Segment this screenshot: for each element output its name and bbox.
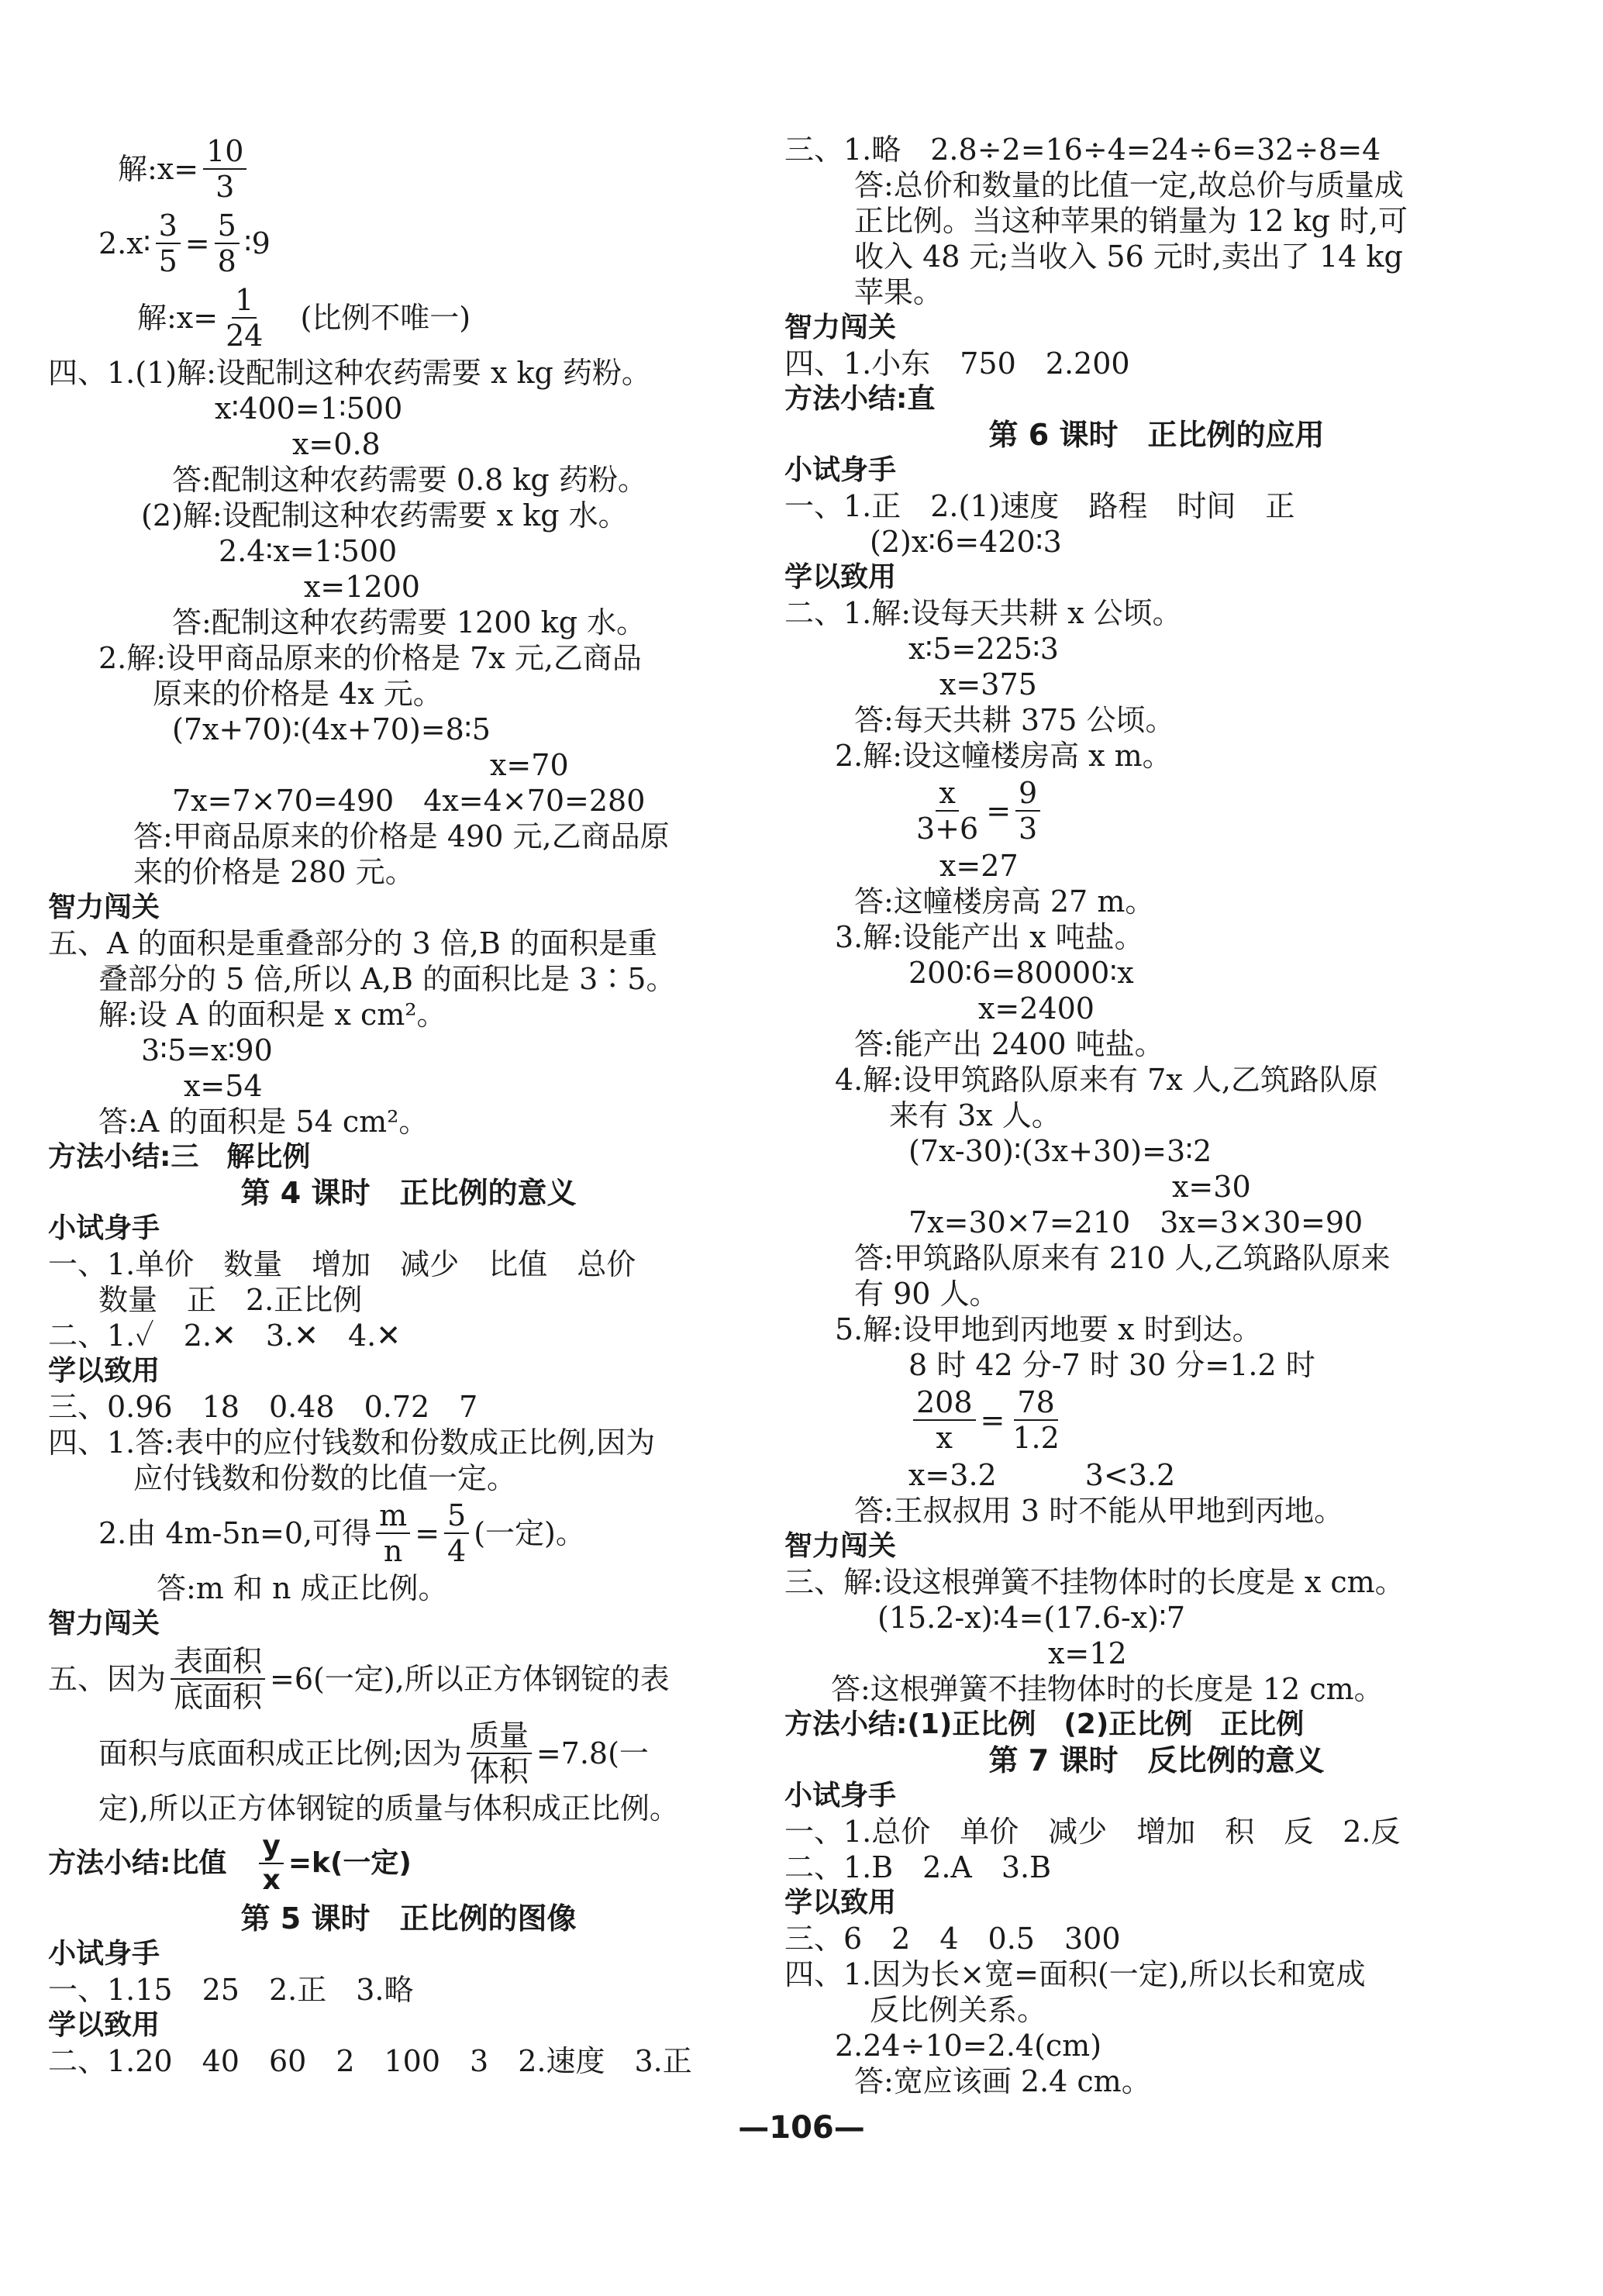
fraction [913, 776, 981, 846]
answer-line: 有 90 人。 [854, 1277, 999, 1311]
fraction-denominator: 底面积 [174, 1680, 263, 1714]
section-title: 第 4 课时 正比例的意义 [240, 1176, 577, 1210]
line-text: 方法小结:比值 [48, 1847, 255, 1879]
answer-line: x=0.8 [292, 427, 381, 461]
answer-line: x=27 [939, 849, 1019, 883]
answer-line: (2)解:设配制这种农药需要 x kg 水。 [141, 498, 628, 533]
section-header [48, 1826, 769, 1901]
fraction-denominator: 3 [215, 170, 235, 204]
fraction-numerator: y [259, 1832, 283, 1864]
answer-line: x=30 [1172, 1170, 1251, 1204]
section-header: 方法小结:三 解比例 [48, 1141, 311, 1173]
answer-line [48, 1496, 769, 1570]
answer-line: 来有 3x 人。 [889, 1098, 1061, 1132]
section-header: 学以致用 [48, 2009, 160, 2041]
section-header: 小试身手 [48, 1212, 160, 1244]
answer-line: (2)x∶6=420∶3 [870, 525, 1062, 559]
answer-line: 叠部分的 5 倍,所以 A,B 的面积比是 3∶5。 [98, 962, 676, 996]
answer-line: 应付钱数和份数的比值一定。 [133, 1461, 517, 1495]
fraction [171, 1646, 265, 1712]
answer-line: 反比例关系。 [870, 1993, 1047, 2027]
fraction-numerator: 3 [156, 211, 181, 244]
fraction-denominator: x [262, 1864, 281, 1896]
fraction-numerator: 10 [203, 136, 246, 170]
answer-line: x=54 [184, 1069, 263, 1103]
fraction-numerator: 1 [232, 285, 257, 319]
answer-line: 三、0.96 18 0.48 0.72 7 [48, 1390, 478, 1424]
line-text: (比例不唯一) [271, 301, 471, 335]
answer-line: 3.解:设能产出 x 吨盐。 [835, 920, 1144, 954]
answer-line: 二、1.B 2.A 3.B [784, 1850, 1052, 1884]
section-header: 学以致用 [784, 561, 897, 593]
fraction [1009, 1385, 1062, 1455]
fraction [259, 1832, 283, 1894]
answer-line: 四、1.(1)解:设配制这种农药需要 x kg 药粉。 [48, 356, 651, 390]
answer-line: 答:配制这种农药需要 1200 kg 水。 [172, 605, 646, 640]
fraction-denominator: 5 [158, 244, 178, 278]
answer-line: 三、6 2 4 0.5 300 [784, 1922, 1121, 1956]
answer-line: 3∶5=x∶90 [141, 1033, 273, 1067]
answer-line: 四、1.小东 750 2.200 [784, 346, 1130, 381]
answer-line: 答:这根弹簧不挂物体时的长度是 12 cm。 [831, 1672, 1384, 1706]
fraction-denominator: n [383, 1534, 403, 1568]
line-text: = [986, 794, 1012, 828]
fraction-denominator: 8 [217, 244, 236, 278]
answer-line: x=70 [490, 748, 569, 782]
answer-line: x=1200 [304, 570, 420, 604]
line-text: =k(一定) [288, 1847, 412, 1879]
answer-line: x∶5=225∶3 [908, 632, 1059, 666]
answer-line [48, 132, 769, 206]
fraction-numerator: 5 [444, 1501, 469, 1534]
answer-line: 二、1.解:设每天共耕 x 公顷。 [784, 596, 1182, 630]
answer-line: 5.解:设甲地到丙地要 x 时到达。 [835, 1312, 1262, 1346]
answer-line [784, 1383, 1529, 1457]
answer-line: 答:每天共耕 375 公顷。 [854, 703, 1175, 737]
fraction-denominator: 3 [1019, 812, 1038, 846]
fraction-denominator: 3+6 [916, 812, 979, 846]
fraction [913, 1385, 976, 1455]
fraction-numerator: x [936, 778, 958, 812]
fraction-denominator: 24 [226, 319, 264, 353]
answer-line: 答:宽应该画 2.4 cm。 [854, 2064, 1151, 2098]
answer-line: (7x-30)∶(3x+30)=3∶2 [908, 1134, 1212, 1168]
line-text: = [184, 226, 210, 260]
answer-line: 数量 正 2.正比例 [98, 1283, 363, 1317]
fraction-denominator: x [936, 1421, 953, 1455]
section-header: 方法小结:(1)正比例 (2)正比例 正比例 [784, 1708, 1305, 1740]
line-text: ∶9 [243, 226, 271, 260]
answer-line: x=2400 [978, 991, 1095, 1026]
answer-line: 答:甲筑路队原来有 210 人,乙筑路队原来 [854, 1241, 1391, 1275]
fraction-numerator: 208 [913, 1388, 976, 1421]
answer-line: 2.4∶x=1∶500 [219, 534, 398, 568]
fraction-numerator: 表面积 [171, 1646, 265, 1680]
fraction-denominator: 1.2 [1012, 1421, 1060, 1455]
answer-line: 2.解:设这幢楼房高 x m。 [835, 739, 1172, 773]
line-text: =6(一定),所以正方体钢锭的表 [270, 1662, 670, 1696]
answer-line: 原来的价格是 4x 元。 [153, 677, 443, 711]
answer-line [48, 1642, 769, 1716]
section-header: 小试身手 [784, 454, 897, 486]
fraction-numerator: 质量 [467, 1721, 532, 1754]
answer-line: 四、1.因为长×宽=面积(一定),所以长和宽成 [784, 1957, 1366, 1991]
answer-line: 答:甲商品原来的价格是 490 元,乙商品原 [133, 819, 670, 853]
line-text: 解:x= [118, 152, 199, 186]
fraction [203, 136, 246, 202]
answer-line: 三、解:设这根弹簧不挂物体时的长度是 x cm。 [784, 1565, 1405, 1599]
answer-line: 一、1.15 25 2.正 3.略 [48, 1973, 414, 2007]
line-text: = [415, 1516, 440, 1550]
line-text: 五、因为 [48, 1662, 167, 1696]
answer-line: 7x=7×70=490 4x=4×70=280 [172, 784, 646, 818]
answer-line: 四、1.答:表中的应付钱数和份数成正比例,因为 [48, 1426, 656, 1460]
fraction [467, 1721, 532, 1786]
answer-line: x∶400=1∶500 [215, 391, 403, 426]
fraction [156, 211, 181, 276]
line-text: 2.x∶ [98, 226, 151, 260]
fraction-denominator: 体积 [469, 1754, 529, 1788]
answer-line: x=3.2 3<3.2 [908, 1458, 1176, 1492]
answer-line: x=12 [1048, 1636, 1127, 1670]
section-header: 智力闯关 [784, 312, 897, 343]
right-column [784, 132, 1529, 2099]
section-header: 智力闯关 [48, 891, 160, 923]
line-text: 解:x= [137, 301, 219, 335]
section-header: 学以致用 [784, 1887, 897, 1919]
answer-line: 答:m 和 n 成正比例。 [157, 1571, 448, 1605]
answer-line: 解:设 A 的面积是 x cm²。 [98, 998, 446, 1032]
answer-line: 一、1.正 2.(1)速度 路程 时间 正 [784, 489, 1295, 523]
answer-line: 8 时 42 分-7 时 30 分=1.2 时 [908, 1348, 1315, 1382]
answer-line: 来的价格是 280 元。 [133, 855, 415, 889]
answer-line: 2.24÷10=2.4(cm) [835, 2029, 1102, 2063]
section-header: 学以致用 [48, 1355, 160, 1387]
answer-line: 五、A 的面积是重叠部分的 3 倍,B 的面积是重 [48, 926, 657, 960]
section-title: 第 6 课时 正比例的应用 [988, 418, 1325, 452]
section-title: 第 5 课时 正比例的图像 [240, 1901, 577, 1936]
answer-line: 答:A 的面积是 54 cm²。 [98, 1105, 429, 1139]
fraction-numerator: 78 [1014, 1388, 1057, 1421]
answer-line: 答:王叔叔用 3 时不能从甲地到丙地。 [854, 1494, 1344, 1528]
section-header: 智力闯关 [784, 1530, 897, 1562]
answer-line: 苹果。 [854, 275, 943, 309]
answer-line: 二、1.✓ 2.✕ 3.✕ 4.✕ [48, 1319, 402, 1353]
answer-line: (15.2-x)∶4=(17.6-x)∶7 [877, 1601, 1186, 1635]
answer-line: 200∶6=80000∶x [908, 956, 1134, 990]
fraction [222, 283, 266, 353]
section-header: 方法小结:直 [784, 383, 936, 415]
page-number: —106— [738, 2110, 865, 2146]
answer-line [784, 774, 1529, 848]
answer-line: 二、1.20 40 60 2 100 3 2.速度 3.正 [48, 2044, 692, 2078]
fraction [215, 211, 240, 276]
answer-line: 2.解:设甲商品原来的价格是 7x 元,乙商品 [98, 641, 642, 675]
section-title: 第 7 课时 反比例的意义 [988, 1743, 1325, 1777]
line-text: 面积与底面积成正比例;因为 [98, 1736, 462, 1770]
answer-line: 答:总价和数量的比值一定,故总价与质量成 [854, 168, 1404, 202]
fraction [376, 1498, 410, 1568]
line-text: (一定)。 [474, 1516, 585, 1550]
fraction-numerator: 9 [1015, 778, 1040, 812]
line-text: 2.由 4m-5n=0,可得 [98, 1516, 372, 1550]
fraction-numerator: m [376, 1501, 410, 1534]
answer-line [48, 1716, 769, 1791]
answer-line: x=375 [939, 667, 1037, 702]
line-text: =7.8(一 [536, 1736, 649, 1770]
answer-line: 答:能产出 2400 吨盐。 [854, 1027, 1164, 1061]
answer-line [48, 206, 769, 281]
fraction-numerator: 5 [215, 211, 240, 244]
fraction [1015, 776, 1040, 846]
fraction [444, 1498, 469, 1568]
section-header: 小试身手 [784, 1780, 897, 1812]
answer-line [48, 281, 769, 355]
section-header: 智力闯关 [48, 1608, 160, 1639]
fraction-denominator: 4 [447, 1534, 467, 1568]
line-text: = [980, 1403, 1005, 1437]
left-column [48, 132, 769, 2079]
answer-line: 答:配制这种农药需要 0.8 kg 药粉。 [172, 463, 647, 497]
answer-line: 答:这幢楼房高 27 m。 [854, 884, 1155, 919]
answer-line: 收入 48 元;当收入 56 元时,卖出了 14 kg [854, 240, 1403, 274]
answer-line: 4.解:设甲筑路队原来有 7x 人,乙筑路队原 [835, 1063, 1378, 1097]
answer-line: 正比例。当这种苹果的销量为 12 kg 时,可 [854, 204, 1408, 238]
answer-line: 7x=30×7=210 3x=3×30=90 [908, 1205, 1363, 1239]
answer-line: 一、1.单价 数量 增加 减少 比值 总价 [48, 1247, 636, 1281]
section-header: 小试身手 [48, 1938, 160, 1970]
answer-line: 一、1.总价 单价 减少 增加 积 反 2.反 [784, 1815, 1401, 1849]
answer-line: 三、1.略 2.8÷2=16÷4=24÷6=32÷8=4 [784, 133, 1381, 167]
answer-line: (7x+70)∶(4x+70)=8∶5 [172, 712, 491, 746]
answer-line: 定),所以正方体钢锭的质量与体积成正比例。 [98, 1791, 679, 1825]
